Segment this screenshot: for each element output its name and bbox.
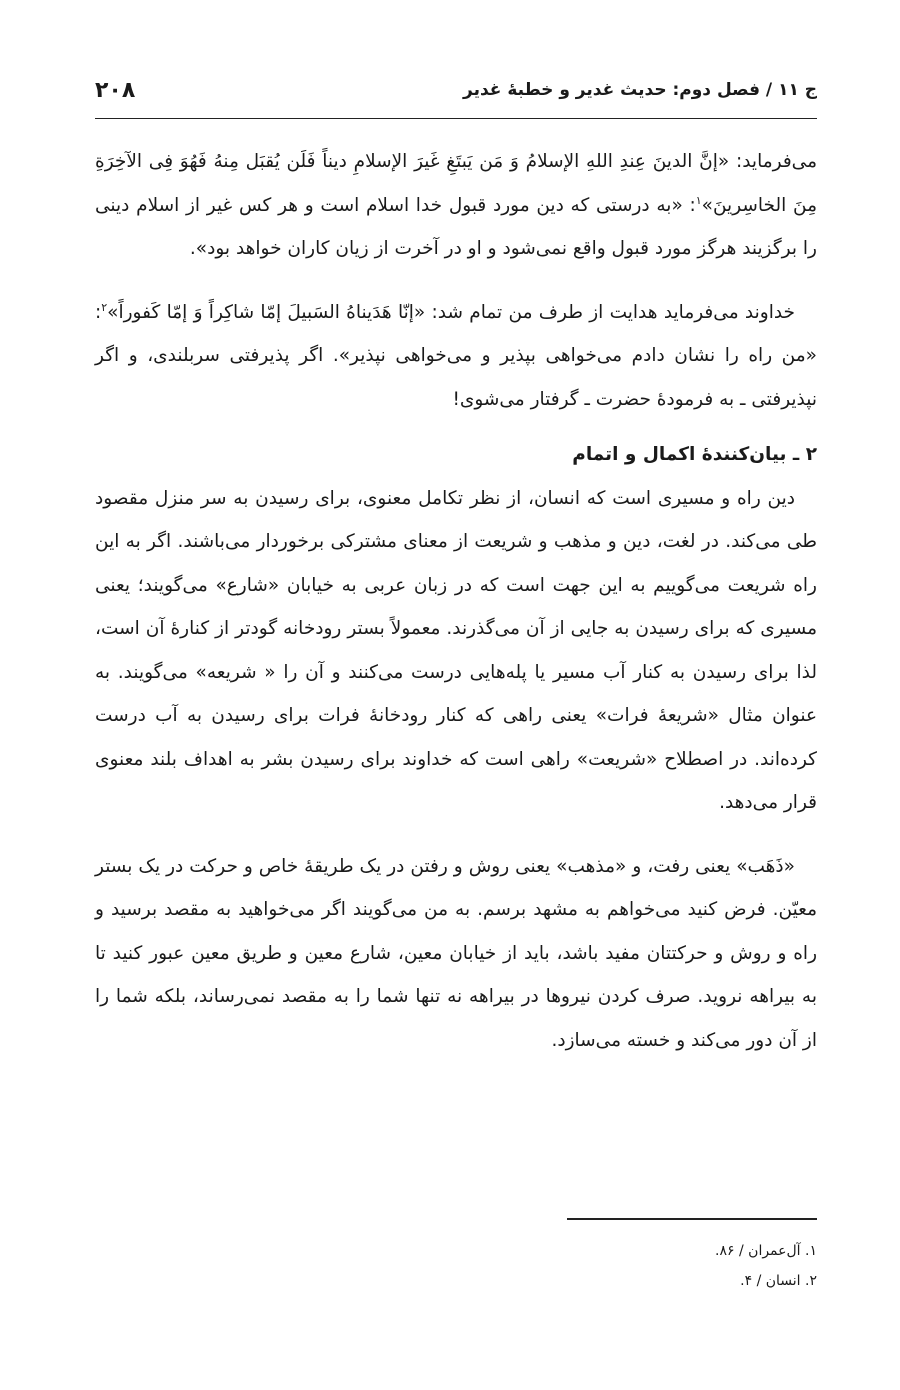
- footnote-ref-2: ۲: [101, 300, 108, 314]
- paragraph-2-translation: : «من راه را نشان دادم می‌خواهی بپذیر و می‌خواهی نپذیر». اگر پذیرفتی سربلندی، و اگر نپذیرفتی ـ به فرمودهٔ حضرت ـ گرفتار می‌شوی!: [95, 301, 817, 410]
- header-divider: [95, 118, 817, 119]
- page-number: ۲۰۸: [95, 77, 136, 103]
- footnote-1: ۱. آل‌عمران / ۸۶.: [715, 1243, 817, 1259]
- section-heading: ۲ ـ بیان‌کنندهٔ اکمال و اتمام: [572, 444, 817, 465]
- running-title: ج ۱۱ / فصل دوم: حدیث غدیر و خطبهٔ غدیر: [463, 80, 817, 100]
- page-header: [95, 72, 817, 108]
- paragraph-1-translation: : «به درستی که دین مورد قبول خدا اسلام است و هر کس غیر از اسلام دینی را برگزیند هرگز مورد قبول واقع نمی‌شود و او در آخرت از زیان کاران خواهد بود».: [95, 194, 817, 259]
- footnote-2: ۲. انسان / ۴.: [740, 1273, 817, 1289]
- paragraph-1: [95, 140, 817, 271]
- paragraph-3: دین راه و مسیری است که انسان، از نظر تکامل معنوی، برای رسیدن به سر منزل مقصود طی می‌کند. در لغت، دین و مذهب و شریعت از معنای مشترکی برخوردار می‌باشند. اگر به این راه شریعت می‌گوییم به این جهت است که در زبان عربی به خیابان «شارع» می‌گویند؛ یعنی مسیری که برای رسیدن به جایی از آن می‌گذرند. معمولاً بستر رودخانه گودتر از کنارهٔ آن است، لذا برای رسیدن به کنار آب مسیر یا پله‌هایی درست می‌کنند و آن را « شریعه» می‌گویند. به عنوان مثال «شریعهٔ فرات» یعنی راهی که کنار رودخانهٔ فرات برای رسیدن به آب درست کرده‌اند. در اصطلاح «شریعت» راهی است که خداوند برای رسیدن بشر به اهداف بلند معنوی قرار می‌دهد.: [95, 487, 817, 813]
- book-page: [95, 0, 817, 1390]
- footnote-divider: [567, 1218, 817, 1220]
- body-text: [95, 140, 817, 1062]
- paragraph-2: [95, 291, 817, 422]
- footnotes: [95, 1236, 817, 1296]
- paragraph-2-quote: خداوند می‌فرماید هدایت از طرف من تمام شد: «إنّا هَدَیناهُ السَبیلَ إمّا شاکِراً وَ إمّا کَفوراً»: [107, 301, 795, 323]
- paragraph-4: «ذَهَب» یعنی رفت، و «مذهب» یعنی روش و رفتن در یک طریقهٔ خاص و حرکت در یک بستر معیّن. فرض کنید می‌خواهم به مشهد برسم. به من می‌گویند اگر می‌خواهید به مقصد برسید و راه و روش و حرکتتان مفید باشد، باید از خیابان معین، شارع معین و طریق معین عبور کنید تا به بیراهه نروید. صرف کردن نیروها در بیراهه نه تنها شما را به مقصد نمی‌رساند، بلکه شما را از آن دور می‌کند و خسته می‌سازد.: [95, 855, 817, 1051]
- footnote-ref-1: ۱: [695, 193, 702, 207]
- paragraph-1-quote: می‌فرماید: «إنَّ الدینَ عِندِ اللهِ الإسلامُ وَ مَن یَبتَغِ غَیرَ الإسلامِ دیناً فَلَن یُقبَل مِنهُ فَهُوَ فِی الآخِرَةِ مِنَ الخاسِرینَ»: [95, 151, 817, 216]
